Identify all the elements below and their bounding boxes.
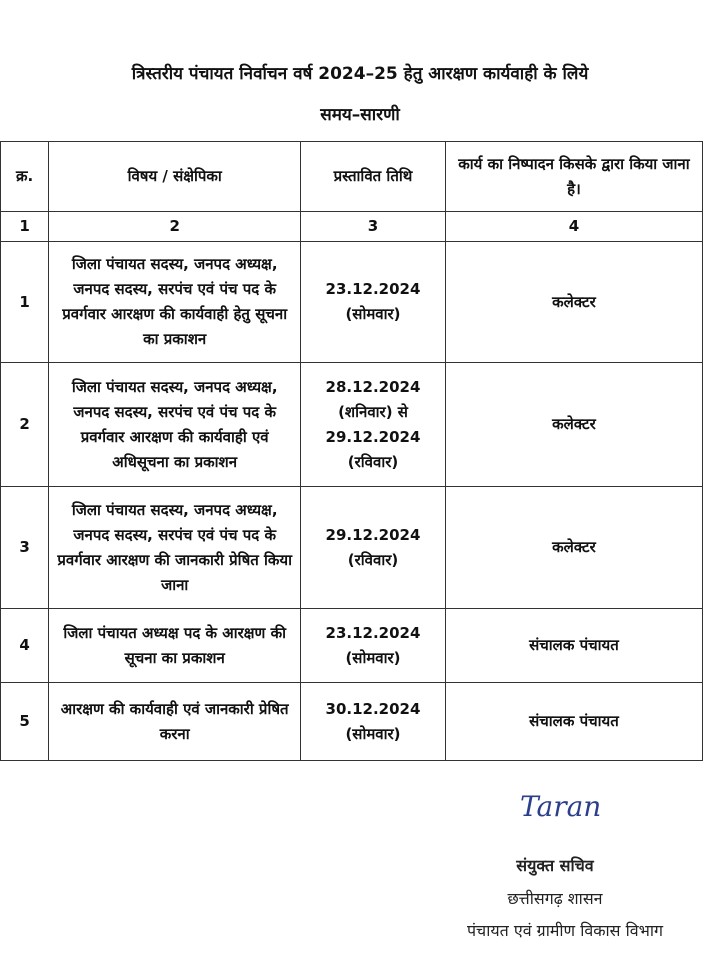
date-value: 28.12.2024 [325,377,421,396]
date-value: 29.12.2024 [325,427,421,446]
date-day: (रविवार) [347,452,399,471]
schedule-table [0,141,703,761]
column-number-row [1,212,703,242]
date-day: (शनिवार) से [338,402,408,421]
row-sno: 4 [1,609,49,683]
row-sno: 2 [1,363,49,487]
row-date [301,487,446,609]
row-subject: जिला पंचायत अध्यक्ष पद के आरक्षण की सूचना का प्रकाशन [49,609,301,683]
row-date [301,242,446,363]
row-executed-by: कलेक्टर [445,363,702,487]
row-date [301,609,446,683]
header-executed-by: कार्य का निष्पादन किसके द्वारा किया जाना है। [445,142,702,212]
date-value: 23.12.2024 [325,280,421,298]
date-day: (सोमवार) [345,305,401,323]
table-row [1,683,703,761]
table-row [1,242,703,363]
row-date [301,683,446,761]
table-header-row [1,142,703,212]
header-subject: विषय / संक्षेपिका [49,142,301,212]
date-day: (सोमवार) [345,724,401,743]
row-subject: जिला पंचायत सदस्य, जनपद अध्यक्ष, जनपद सदस्य, सरपंच एवं पंच पद के प्रवर्गवार आरक्षण की जानकारी प्रेषित किया जाना [49,487,301,609]
header-date: प्रस्तावित तिथि [301,142,446,212]
date-value: 30.12.2024 [325,699,421,718]
row-subject: जिला पंचायत सदस्य, जनपद अध्यक्ष, जनपद सदस्य, सरपंच एवं पंच पद के प्रवर्गवार आरक्षण की कार्यवाही हेतु सूचना का प्रकाशन [49,242,301,363]
handwritten-signature: Taran [520,790,602,823]
column-number: 4 [445,212,702,242]
row-executed-by: कलेक्टर [445,242,702,363]
row-executed-by: संचालक पंचायत [445,609,702,683]
row-subject: जिला पंचायत सदस्य, जनपद अध्यक्ष, जनपद सदस्य, सरपंच एवं पंच पद के प्रवर्गवार आरक्षण की कार्यवाही एवं अधिसूचना का प्रकाशन [49,363,301,487]
document-title: त्रिस्तरीय पंचायत निर्वाचन वर्ष 2024–25 हेतु आरक्षण कार्यवाही के लिये [131,64,589,84]
date-value: 23.12.2024 [325,623,421,642]
column-number: 2 [49,212,301,242]
table-row [1,363,703,487]
date-value: 29.12.2024 [325,525,421,544]
header-sno: क्र. [1,142,49,212]
row-date [301,363,446,487]
column-number: 3 [301,212,446,242]
document-subtitle: समय–सारणी [320,105,400,125]
signatory-government: छत्तीसगढ़ शासन [507,889,603,908]
row-sno: 1 [1,242,49,363]
table-row [1,487,703,609]
column-number: 1 [1,212,49,242]
row-executed-by: संचालक पंचायत [445,683,702,761]
signatory-designation: संयुक्त सचिव [516,856,594,875]
row-executed-by: कलेक्टर [445,487,702,609]
table-row [1,609,703,683]
row-subject: आरक्षण की कार्यवाही एवं जानकारी प्रेषित करना [49,683,301,761]
row-sno: 5 [1,683,49,761]
date-day: (रविवार) [347,550,399,569]
signatory-department: पंचायत एवं ग्रामीण विकास विभाग [466,921,664,940]
row-sno: 3 [1,487,49,609]
date-day: (सोमवार) [345,648,401,667]
